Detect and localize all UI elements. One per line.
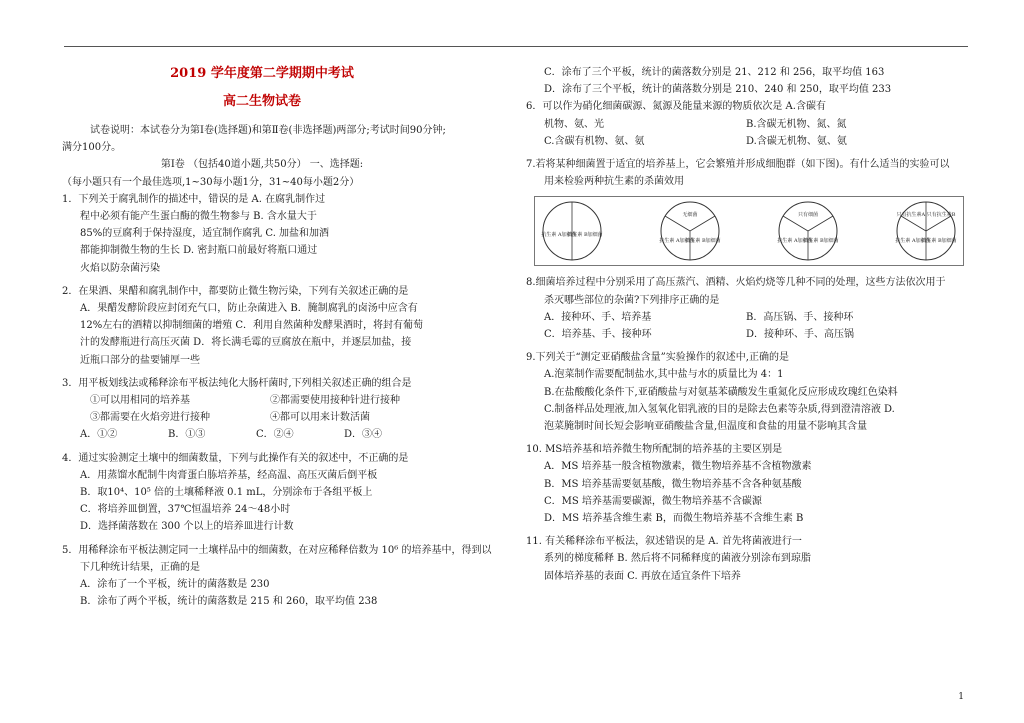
text-line: C．将培养皿倒置，37℃恒温培养 24～48小时 — [80, 504, 291, 516]
left-column — [62, 64, 492, 610]
option-text: C．培养基、手、接种环 — [544, 329, 652, 341]
option-text: C.含碳有机物、氨、氨 — [544, 135, 645, 147]
plate-label-top: 只有抗生素A 只有抗生素B — [896, 212, 956, 219]
text-line: 第Ⅰ卷 （包括40道小题,共50分） 一、选择题: — [160, 159, 364, 171]
header-rule — [64, 46, 968, 47]
right-bottom-lines — [526, 274, 966, 584]
plate-label-right: 抗生素 B加细菌 — [685, 238, 721, 245]
petri-dish — [777, 200, 839, 262]
text-line: 系列的梯度稀释 B. 然后将不同稀释度的菌液分别涂布到琼脂 — [544, 553, 811, 565]
option-text: D．③④ — [344, 429, 383, 441]
left-lines — [62, 122, 492, 610]
text-line: 火焰以防杂菌污染 — [80, 262, 160, 274]
plate-label-left: 抗生素 A加细菌 — [895, 238, 931, 245]
text-line: 近瓶口部分的盐要铺厚一些 — [80, 354, 200, 366]
plate-label-left: 抗生素 A加细菌 — [777, 238, 813, 245]
plate-label-right: 抗生素 B加细菌 — [803, 238, 839, 245]
text-line — [526, 326, 966, 343]
text-line — [62, 426, 462, 443]
text-line: 用来检验两种抗生素的杀菌效用 — [544, 176, 684, 188]
text-line: 2．在果酒、果醋和腐乳制作中，都要防止微生物污染，下列有关叙述正确的是 — [62, 285, 409, 297]
text-line: 满分100分。 — [62, 142, 122, 154]
text-line: D．涂布了三个平板，统计的菌落数分别是 210、240 和 250，取平均值 233 — [544, 84, 892, 96]
text-line: 85%的豆腐利于保持湿度，适宜制作腐乳 C. 加盐和加酒 — [80, 228, 330, 240]
text-line: 杀灭哪些部位的杂菌?下列排序正确的是 — [544, 294, 720, 306]
text-line: 7.若将某种细菌置于适宜的培养基上，它会繁殖并形成细胞群（如下图)。有什么适当的实验可以 — [526, 159, 950, 171]
text-line: 4．通过实验测定土壤中的细菌数量，下列与此操作有关的叙述中，不正确的是 — [62, 452, 409, 464]
plate-label-top: 无细菌 — [682, 212, 698, 219]
text-line: A.泡菜制作需要配制盐水,其中盐与水的质量比为 4：1 — [544, 369, 784, 381]
text-line: 固体培养基的表面 C. 再放在适宜条件下培养 — [544, 570, 741, 582]
text-line — [526, 116, 966, 133]
text-line: A．MS 培养基一般含植物激素，微生物培养基不含植物激素 — [544, 461, 812, 473]
text-line: C．涂布了三个平板，统计的菌落数分别是 21、212 和 256，取平均值 163 — [544, 67, 885, 78]
option-text: A．接种环、手、培养基 — [544, 311, 652, 323]
option-text: ④都可以用来计数活菌 — [270, 412, 370, 424]
text-line: （每小题只有一个最佳选项,1~30每小题1分，31~40每小题2分） — [62, 176, 360, 188]
exam-title: 2019 学年度第二学期期中考试 — [170, 66, 354, 81]
text-line — [526, 133, 966, 150]
text-line: 汁的发酵瓶进行高压灭菌 D．将长满毛霉的豆腐放在瓶中，并逐层加盐，接 — [80, 337, 412, 349]
text-line: A．果醋发酵阶段应封闭充气口，防止杂菌进入 B．腌制腐乳的卤汤中应含有 — [80, 303, 418, 315]
text-line: 12%左右的酒精以抑制细菌的增殖 C．利用自然菌种发酵果酒时，将封有葡萄 — [80, 320, 424, 332]
option-text: B．高压锅、手、接种环 — [746, 311, 854, 323]
text-line: D．MS 培养基含维生素 B，而微生物培养基不含维生素 B — [544, 513, 804, 525]
text-line: 3．用平板划线法或稀释涂布平板法纯化大肠杆菌时,下列相关叙述正确的组合是 — [62, 377, 412, 389]
right-column — [526, 64, 966, 585]
plate-label-right: 抗生素 B加细菌 — [921, 238, 957, 245]
option-text: B．①③ — [168, 429, 206, 441]
plate-label-left: 抗生素 A加细菌 — [659, 238, 695, 245]
text-line: B．涂布了两个平板，统计的菌落数是 215 和 260，取平均值 238 — [80, 596, 378, 608]
text-line: 试卷说明：本试卷分为第Ⅰ卷(选择题)和第Ⅱ卷(非选择题)两部分;考试时间90分钟; — [90, 125, 446, 136]
text-line — [526, 309, 966, 326]
text-line — [62, 392, 462, 409]
petri-dish-figure — [534, 196, 964, 266]
text-line: C.制备样品处理液,加入氢氧化铝乳液的目的是除去色素等杂质,得到澄清溶液 D. — [544, 403, 895, 415]
text-line: 程中必须有能产生蛋白酶的微生物参与 B. 含水量大于 — [80, 211, 317, 223]
text-line: A．涂布了一个平板，统计的菌落数是 230 — [80, 579, 270, 591]
text-line: 8.细菌培养过程中分别采用了高压蒸汽、酒精、火焰灼烧等几种不同的处理，这些方法依次用于 — [526, 277, 946, 289]
option-text: C．②④ — [256, 429, 294, 441]
text-line: 下几种统计结果，正确的是 — [80, 561, 200, 573]
text-line: 泡菜腌制时间长短会影响亚硝酸盐含量,但温度和食盐的用量不影响其含量 — [544, 421, 868, 433]
text-line: 9.下列关于“测定亚硝酸盐含量”实验操作的叙述中,正确的是 — [526, 352, 789, 364]
text-line: 都能抑制微生物的生长 D. 密封瓶口前最好将瓶口通过 — [80, 245, 318, 257]
option-text: D.含碳无机物、氨、氨 — [746, 135, 847, 147]
option-text: ①可以用相同的培养基 — [90, 395, 190, 407]
plate-label-top: 只有细菌 — [797, 212, 819, 219]
option-text: D．接种环、手、高压锅 — [746, 329, 855, 341]
text-line: B．取10⁴、10⁵ 倍的土壤稀释液 0.1 mL，分别涂布于各组平板上 — [80, 487, 373, 499]
option-text: B.含碳无机物、氮、氮 — [746, 118, 847, 130]
text-line: 11. 有关稀释涂布平板法，叙述错误的是 A. 首先将菌液进行一 — [526, 536, 802, 548]
text-line: A．用蒸馏水配制牛肉膏蛋白胨培养基，经高温、高压灭菌后倒平板 — [80, 469, 378, 481]
text-line: 10. MS培养基和培养微生物所配制的培养基的主要区别是 — [526, 444, 783, 456]
text-line: 6．可以作为硝化细菌碳源、氮源及能量来源的物质依次是 A.含碳有 — [526, 101, 826, 113]
option-text: 机物、氨、光 — [544, 118, 604, 130]
text-line — [62, 409, 462, 426]
exam-subtitle: 高二生物试卷 — [222, 94, 301, 109]
option-text: ③都需要在火焰旁进行接种 — [90, 412, 210, 424]
right-top-lines — [526, 64, 966, 190]
text-line: 5．用稀释涂布平板法测定同一土壤样品中的细菌数，在对应稀释倍数为 10⁶ 的培养基中，得到以 — [62, 544, 492, 556]
plate-label-right: 抗生素 B加细菌 — [567, 232, 603, 239]
option-text: ②都需要使用接种针进行接种 — [270, 395, 400, 407]
text-line: B．MS 培养基需要氨基酸，微生物培养基不含各种氨基酸 — [544, 478, 802, 490]
text-line: D．选择菌落数在 300 个以上的培养皿进行计数 — [80, 521, 294, 533]
petri-dish — [659, 200, 721, 262]
petri-dish — [895, 200, 957, 262]
petri-dish — [541, 200, 603, 262]
text-line: B.在盐酸酸化条件下,亚硝酸盐与对氨基苯磺酸发生重氮化反应形成玫瑰红色染料 — [544, 386, 898, 398]
text-line: C．MS 培养基需要碳源，微生物培养基不含碳源 — [544, 495, 762, 507]
text-line: 1．下列关于腐乳制作的描述中，错误的是 A. 在腐乳制作过 — [62, 193, 326, 205]
page-number: 1 — [958, 692, 964, 702]
option-text: A．①② — [80, 429, 118, 441]
plate-label-left: 抗生素 A加细菌 — [541, 232, 577, 239]
